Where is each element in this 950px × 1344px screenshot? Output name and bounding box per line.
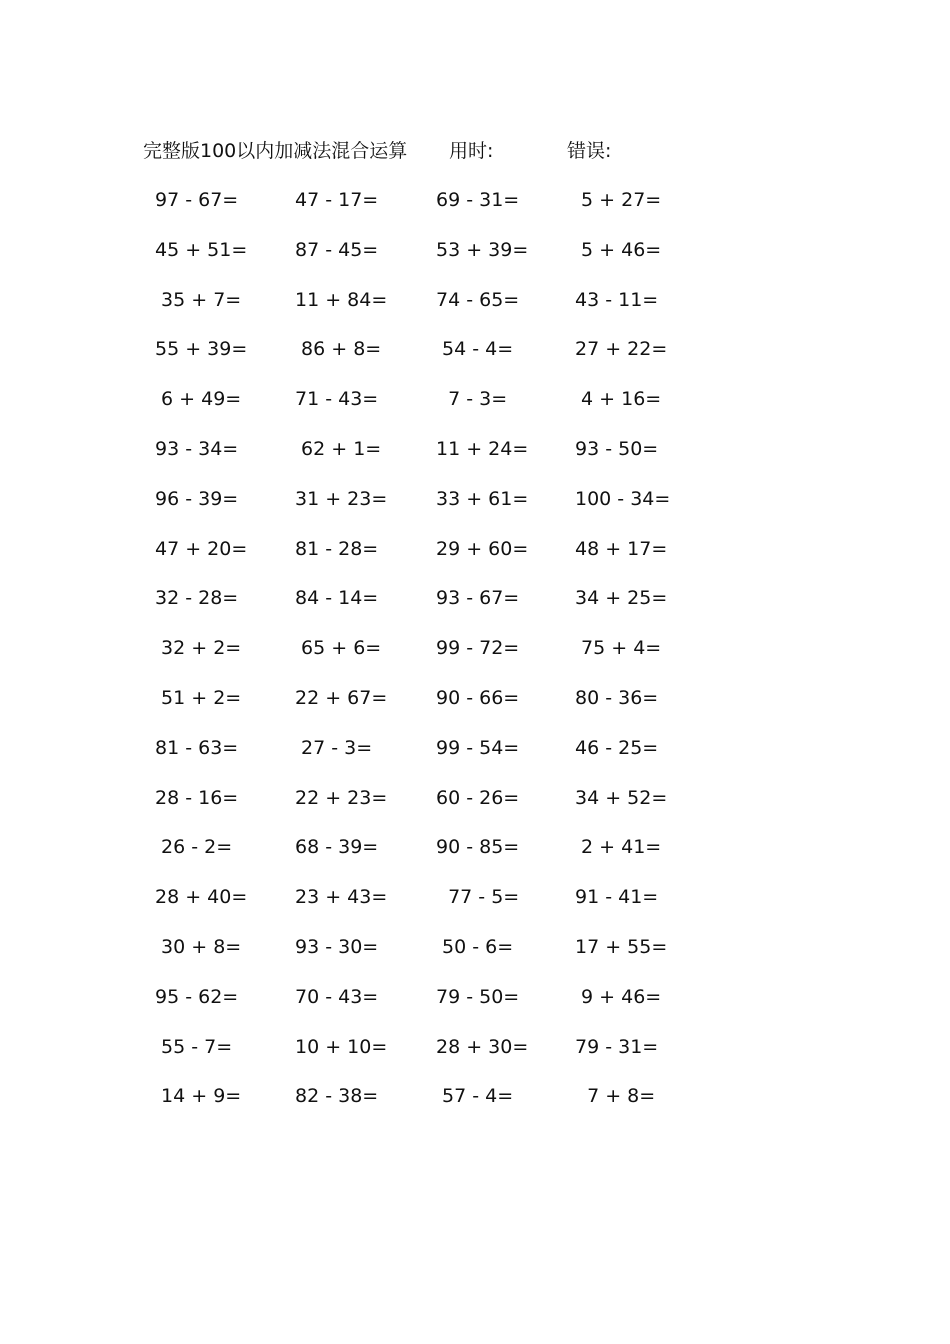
- problem-item: 79 - 31=: [575, 1035, 659, 1058]
- problem-row: [0, 333, 950, 383]
- time-label: 用时:: [449, 140, 494, 162]
- problem-item: 50 - 6=: [436, 935, 514, 958]
- worksheet-title: 完整版100以内加减法混合运算: [143, 140, 408, 162]
- problem-item: 7 + 8=: [575, 1085, 656, 1108]
- problem-item: 29 + 60=: [436, 537, 529, 560]
- problem-item: 14 + 9=: [155, 1085, 242, 1108]
- problem-item: 27 + 22=: [575, 338, 668, 361]
- problem-item: 77 - 5=: [436, 886, 520, 909]
- problem-item: 6 + 49=: [155, 388, 242, 411]
- problem-item: 80 - 36=: [575, 686, 659, 709]
- problem-item: 90 - 85=: [436, 836, 520, 859]
- problem-row: [0, 234, 950, 284]
- problem-item: 82 - 38=: [295, 1085, 379, 1108]
- problem-item: 57 - 4=: [436, 1085, 514, 1108]
- problem-item: 43 - 11=: [575, 288, 659, 311]
- problem-item: 5 + 46=: [575, 238, 662, 261]
- problem-item: 34 + 52=: [575, 786, 668, 809]
- problem-item: 93 - 67=: [436, 587, 520, 610]
- problem-item: 96 - 39=: [155, 487, 239, 510]
- problem-item: 22 + 23=: [295, 786, 388, 809]
- problem-item: 69 - 31=: [436, 189, 520, 211]
- problem-item: 79 - 50=: [436, 985, 520, 1008]
- problem-item: 4 + 16=: [575, 388, 662, 411]
- problem-item: 35 + 7=: [155, 288, 242, 311]
- problem-item: 51 + 2=: [155, 686, 242, 709]
- problem-item: 26 - 2=: [155, 836, 233, 859]
- problem-item: 32 + 2=: [155, 637, 242, 660]
- problem-row: [0, 931, 950, 981]
- problem-grid: [0, 184, 950, 1130]
- problem-item: 32 - 28=: [155, 587, 239, 610]
- problem-item: 28 - 16=: [155, 786, 239, 809]
- problem-item: 60 - 26=: [436, 786, 520, 809]
- problem-row: [0, 682, 950, 732]
- problem-item: 99 - 54=: [436, 736, 520, 759]
- problem-row: [0, 184, 950, 234]
- problem-item: 54 - 4=: [436, 338, 514, 361]
- problem-item: 28 + 30=: [436, 1035, 529, 1058]
- problem-item: 46 - 25=: [575, 736, 659, 759]
- problem-row: [0, 433, 950, 483]
- problem-item: 55 + 39=: [155, 338, 248, 361]
- problem-item: 34 + 25=: [575, 587, 668, 610]
- problem-item: 93 - 34=: [155, 437, 239, 460]
- problem-item: 99 - 72=: [436, 637, 520, 660]
- problem-item: 48 + 17=: [575, 537, 668, 560]
- problem-row: [0, 1080, 950, 1130]
- problem-item: 95 - 62=: [155, 985, 239, 1008]
- problem-item: 30 + 8=: [155, 935, 242, 958]
- problem-row: [0, 533, 950, 583]
- problem-item: 7 - 3=: [436, 388, 508, 411]
- problem-item: 75 + 4=: [575, 637, 662, 660]
- problem-item: 47 + 20=: [155, 537, 248, 560]
- problem-item: 68 - 39=: [295, 836, 379, 859]
- errors-label: 错误:: [567, 140, 612, 162]
- problem-item: 2 + 41=: [575, 836, 662, 859]
- problem-row: [0, 881, 950, 931]
- problem-item: 28 + 40=: [155, 886, 248, 909]
- problem-item: 62 + 1=: [295, 437, 382, 460]
- problem-item: 11 + 84=: [295, 288, 388, 311]
- problem-item: 87 - 45=: [295, 238, 379, 261]
- problem-item: 27 - 3=: [295, 736, 373, 759]
- problem-row: [0, 632, 950, 682]
- problem-item: 65 + 6=: [295, 637, 382, 660]
- problem-row: [0, 732, 950, 782]
- problem-item: 86 + 8=: [295, 338, 382, 361]
- problem-item: 5 + 27=: [575, 189, 662, 211]
- problem-item: 9 + 46=: [575, 985, 662, 1008]
- problem-row: [0, 582, 950, 632]
- problem-row: [0, 284, 950, 334]
- problem-item: 90 - 66=: [436, 686, 520, 709]
- problem-item: 11 + 24=: [436, 437, 529, 460]
- worksheet-header: [0, 136, 950, 166]
- problem-item: 81 - 28=: [295, 537, 379, 560]
- problem-item: 84 - 14=: [295, 587, 379, 610]
- problem-item: 55 - 7=: [155, 1035, 233, 1058]
- problem-row: [0, 383, 950, 433]
- problem-item: 47 - 17=: [295, 189, 379, 211]
- problem-item: 31 + 23=: [295, 487, 388, 510]
- problem-item: 23 + 43=: [295, 886, 388, 909]
- problem-row: [0, 782, 950, 832]
- problem-item: 74 - 65=: [436, 288, 520, 311]
- problem-row: [0, 831, 950, 881]
- problem-item: 97 - 67=: [155, 189, 239, 211]
- problem-item: 71 - 43=: [295, 388, 379, 411]
- problem-item: 93 - 30=: [295, 935, 379, 958]
- problem-item: 53 + 39=: [436, 238, 529, 261]
- problem-item: 33 + 61=: [436, 487, 529, 510]
- problem-row: [0, 483, 950, 533]
- problem-item: 45 + 51=: [155, 238, 248, 261]
- problem-item: 91 - 41=: [575, 886, 659, 909]
- problem-item: 17 + 55=: [575, 935, 668, 958]
- problem-item: 93 - 50=: [575, 437, 659, 460]
- problem-item: 100 - 34=: [575, 487, 671, 510]
- problem-item: 22 + 67=: [295, 686, 388, 709]
- problem-row: [0, 1031, 950, 1081]
- problem-item: 81 - 63=: [155, 736, 239, 759]
- problem-item: 70 - 43=: [295, 985, 379, 1008]
- problem-item: 10 + 10=: [295, 1035, 388, 1058]
- problem-row: [0, 981, 950, 1031]
